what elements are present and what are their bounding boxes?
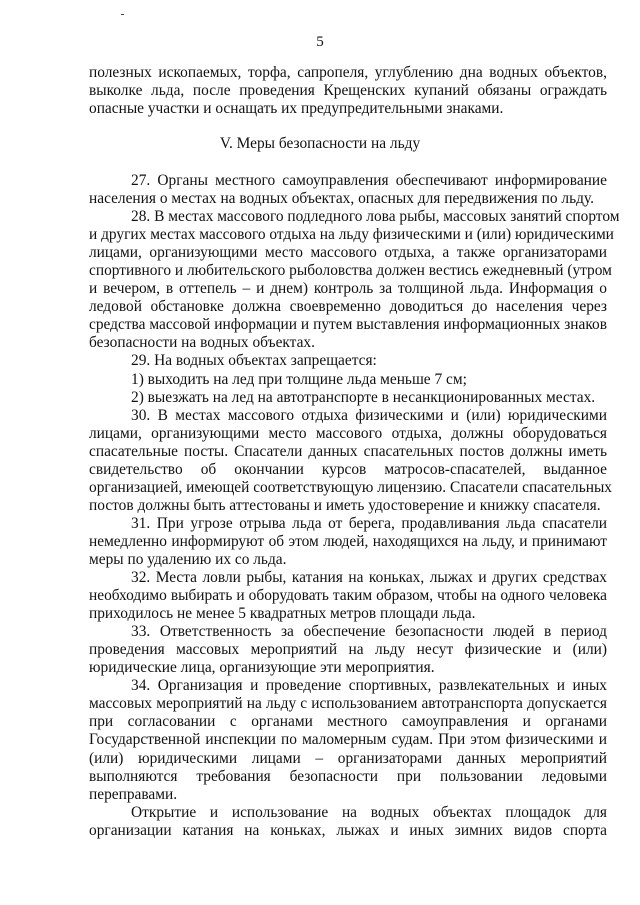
text-line: полезных ископаемых, торфа, сапропеля, углублению дна водных объектов,: [89, 64, 607, 81]
text-line: свидетельство об окончании курсов матросов-спасателей, выданное: [89, 460, 607, 478]
text-line: 34. Организация и проведение спортивных, развлекательных и иных: [131, 677, 607, 695]
text-line: выколке льда, после проведения Крещенских купаний обязаны ограждать: [89, 82, 607, 100]
text-line: 31. При угрозе отрыва льда от берега, продавливания льда спасатели: [131, 514, 607, 532]
page-number: 5: [316, 34, 324, 50]
text-line: переправами.: [89, 785, 178, 803]
text-line: ледовой обстановке должна своевременно доводиться до населения через: [89, 298, 607, 316]
text-line: населения о местах на водных объектах, опасных для передвижения по льду.: [89, 190, 594, 208]
text-line: организацией, имеющей соответствующую лицензию. Спасатели спасательных: [89, 478, 612, 496]
text-line: и вечером, в оттепель – и днем) контроль за толщиной льда. Информация о: [89, 280, 607, 298]
text-line: (или) юридическими лицами – организаторами данных мероприятий: [89, 749, 607, 767]
intro-paragraph: [89, 64, 607, 118]
text-line: постов должны быть аттестованы и иметь удостоверение и книжку спасателя.: [89, 496, 601, 514]
section-heading: V. Меры безопасности на льду: [219, 135, 421, 152]
text-line: и других местах массового отдыха на льду физическими и (или) юридическими: [89, 226, 614, 244]
text-line: безопасности на водных объектах.: [89, 334, 315, 352]
text-line: 1) выходить на лед при толщине льда меньше 7 см;: [131, 370, 467, 388]
scan-mark: [121, 14, 124, 15]
text-line: Государственной инспекции по маломерным судам. При этом физическими и: [89, 731, 607, 749]
text-line: юридические лица, организующие эти мероприятия.: [89, 659, 435, 677]
text-line: лицами, организующими место массового отдыха, а также организаторами: [89, 244, 607, 262]
text-line: при согласовании с органами местного самоуправления и органами: [89, 713, 607, 731]
text-line: выполняются требования безопасности при пользовании ледовыми: [89, 767, 607, 785]
text-line: 33. Ответственность за обеспечение безопасности людей в период: [131, 623, 607, 641]
text-line: спасательные посты. Спасатели данных спасательных постов должны иметь: [89, 442, 607, 460]
text-line: приходилось не менее 5 квадратных метров площади льда.: [89, 605, 476, 623]
text-line: массовых мероприятий на льду с использованием автотранспорта допускается: [89, 695, 607, 713]
text-line: лицами, организующими место массового отдыха, должны оборудоваться: [89, 424, 607, 442]
body-text: [89, 172, 620, 840]
text-line: Открытие и использование на водных объектах площадок для: [131, 803, 607, 821]
text-line: 29. На водных объектах запрещается:: [131, 352, 377, 370]
text-line: 2) выезжать на лед на автотранспорте в несанкционированных местах.: [131, 388, 596, 406]
text-line: 28. В местах массового подледного лова рыбы, массовых занятий спортом: [131, 208, 620, 226]
text-line: средства массовой информации и путем выставления информационных знаков: [89, 316, 607, 334]
text-line: организации катания на коньках, лыжах и иных зимних видов спорта: [89, 821, 607, 839]
text-line: немедленно информируют об этом людей, находящихся на льду, и принимают: [89, 532, 607, 550]
text-line: 30. В местах массового отдыха физическими и (или) юридическими: [131, 406, 607, 424]
text-line: необходимо выбирать и оборудовать таким образом, чтобы на одного человека: [89, 587, 607, 605]
text-line: 27. Органы местного самоуправления обеспечивают информирование: [131, 172, 607, 189]
text-line: меры по удалению их со льда.: [89, 550, 287, 568]
text-line: спортивного и любительского рыболовства должен вестись ежедневный (утром: [89, 262, 612, 280]
text-line: проведения массовых мероприятий на льду несут физические и (или): [89, 641, 607, 659]
text-line: 32. Места ловли рыбы, катания на коньках, лыжах и других средствах: [131, 569, 607, 587]
text-line: опасные участки и оснащать их предупредительными знаками.: [89, 100, 504, 118]
